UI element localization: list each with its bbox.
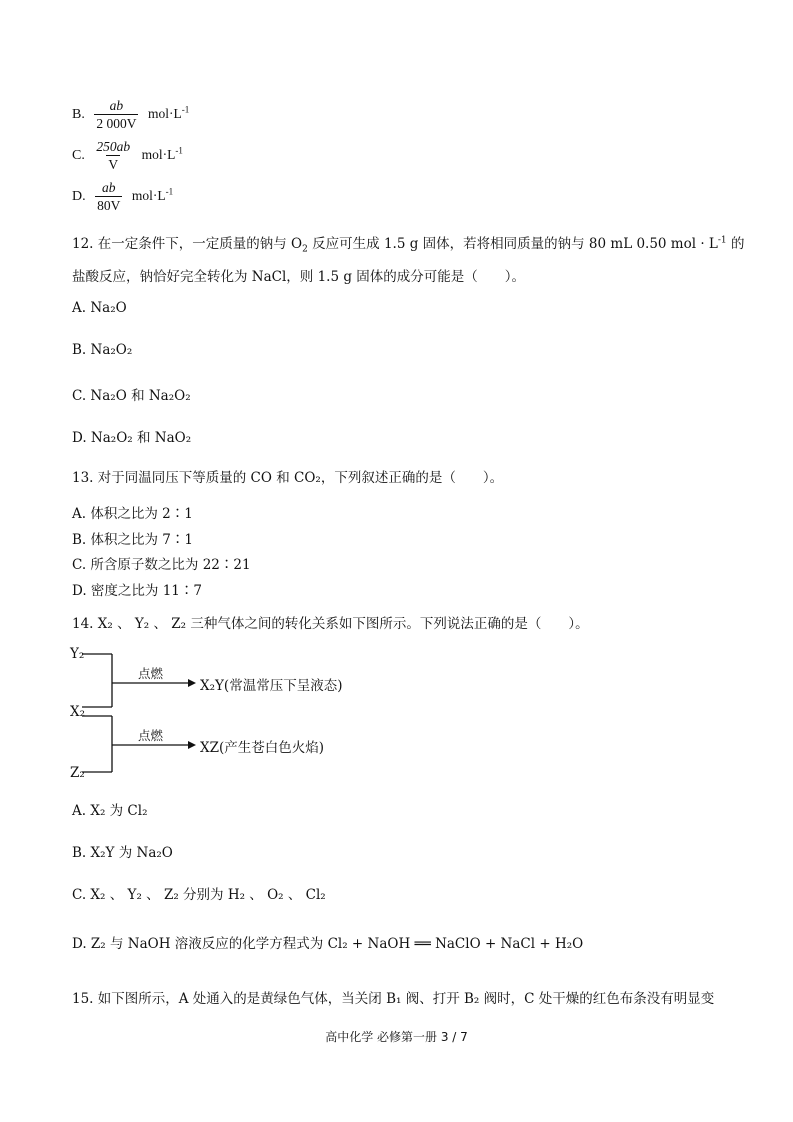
diagram-condition-2: 点燃 <box>138 728 164 743</box>
q12-option-a: A. Na₂O <box>72 300 127 316</box>
q14-option-b: B. X₂Y 为 Na₂O <box>72 845 173 861</box>
q14-option-a: A. X₂ 为 Cl₂ <box>72 803 148 819</box>
q15-stem: 15. 如下图所示，A 处通入的是黄绿色气体，当关闭 B₁ 阀、打开 B₂ 阀时，C 处干燥的红色布条没有明显变 <box>72 991 715 1007</box>
q13-option-b: B. 体积之比为 7∶1 <box>72 532 193 548</box>
diagram-x2-label: X₂ <box>70 704 86 720</box>
q13-option-d: D. 密度之比为 11∶7 <box>72 583 202 599</box>
diagram-product-1: X₂Y(常温常压下呈液态) <box>200 678 343 694</box>
q13-option-a: A. 体积之比为 2∶1 <box>72 506 193 522</box>
q12-option-d: D. Na₂O₂ 和 NaO₂ <box>72 430 192 446</box>
option-b-prev: B. $\frac{ab}{2 000V}$ $mol\cdot L^{-1}$ <box>72 98 190 131</box>
option-c-prev: C. $\frac{250ab}{V}$ $mol\cdot L^{-1}$ <box>72 139 183 172</box>
diagram-y2-label: Y₂ <box>70 646 85 662</box>
q14-option-d: D. Z₂ 与 NaOH 溶液反应的化学方程式为 Cl₂ + NaOH ══ NaClO + NaCl + H₂O <box>72 936 584 952</box>
fraction-d: $\frac{ab}{80V}$ <box>97 180 121 213</box>
page-footer: 高中化学 必修第一册 3 / 7 <box>325 1030 468 1044</box>
diagram-lines <box>68 645 388 785</box>
fraction-b: $\frac{ab}{2 000V}$ <box>96 98 137 131</box>
q14-stem: 14. X₂ 、 Y₂ 、 Z₂ 三种气体之间的转化关系如下图所示。下列说法正确的是（ ）。 <box>72 616 589 632</box>
diagram-condition-1: 点燃 <box>138 666 164 681</box>
q12-option-c: C. Na₂O 和 Na₂O₂ <box>72 388 191 404</box>
q13-option-c: C. 所含原子数之比为 22∶21 <box>72 557 251 573</box>
conversion-diagram <box>68 645 388 785</box>
option-d-prev: D. $\frac{ab}{80V}$ $mol\cdot L^{-1}$ <box>72 180 174 213</box>
q13-stem: 13. 对于同温同压下等质量的 CO 和 CO₂，下列叙述正确的是（ ）。 <box>72 470 504 486</box>
q12-stem-line2: 盐酸反应，钠恰好完全转化为 NaCl，则 1.5 g 固体的成分可能是（ ）。 <box>72 269 526 285</box>
diagram-product-2: XZ(产生苍白色火焰) <box>200 740 325 756</box>
q12-stem-line1: 12. 在一定条件下，一定质量的钠与 $O_2$ 反应可生成 1.5 g 固体，若将相同质量的钠与 80 mL 0.50 mol · $L^{-1}$ 的 <box>72 235 745 255</box>
fraction-c: $\frac{250ab}{V}$ <box>96 139 131 172</box>
diagram-z2-label: Z₂ <box>70 765 85 781</box>
q14-option-c: C. X₂ 、 Y₂ 、 Z₂ 分别为 H₂ 、 O₂ 、 Cl₂ <box>72 887 326 903</box>
q12-option-b: B. Na₂O₂ <box>72 342 133 358</box>
